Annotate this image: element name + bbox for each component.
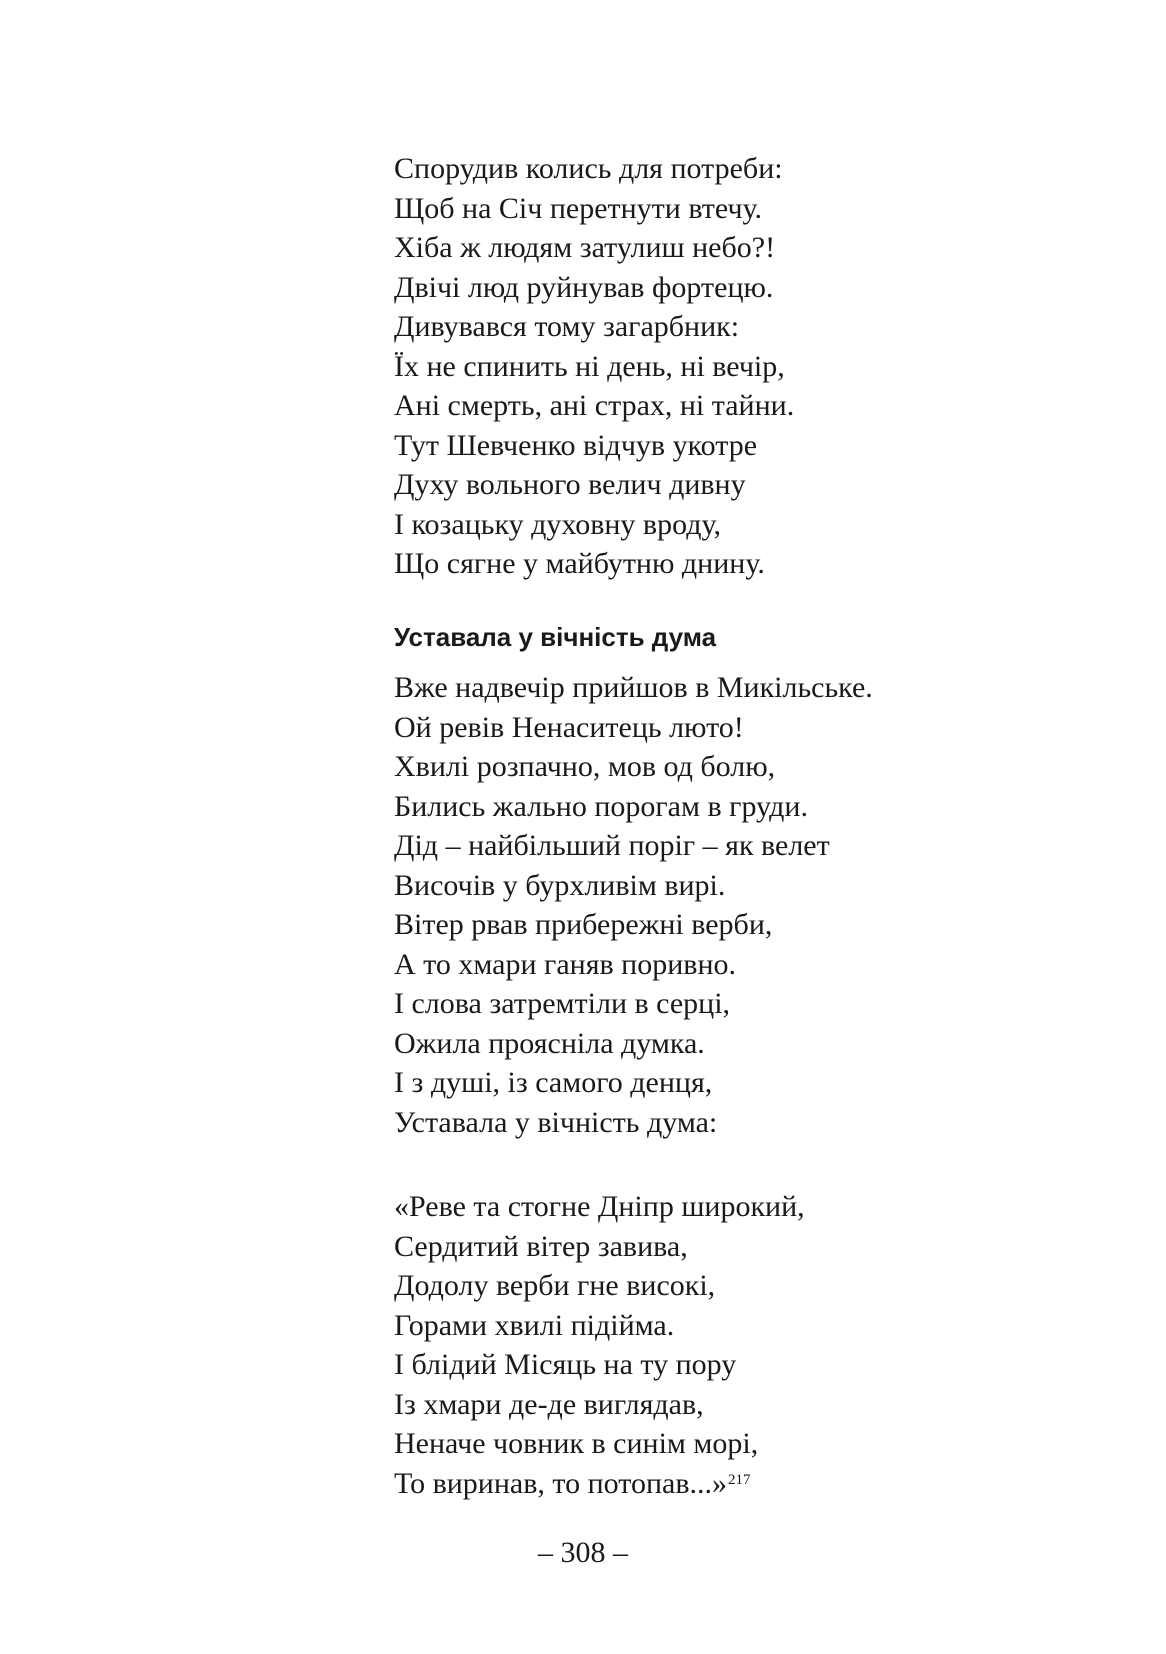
footnote-reference: 217 bbox=[728, 1471, 751, 1488]
poem-line: Вже надвечір прийшов в Микільське. bbox=[394, 671, 873, 704]
poem-line: Хвилі розпачно, мов од болю, bbox=[394, 750, 776, 783]
poem-line: І блідий Місяць на ту пору bbox=[394, 1348, 737, 1381]
poem-line: А то хмари ганяв поривно. bbox=[394, 947, 736, 981]
poem-line: «Реве та стогне Дніпр широкий, bbox=[394, 1190, 805, 1223]
poem-stanza-3-quote bbox=[394, 1187, 805, 1503]
poem-line: Дивувався тому загарбник: bbox=[394, 310, 740, 343]
poem-stanza-2 bbox=[394, 668, 873, 1142]
poem-line: Додолу верби гне високі, bbox=[394, 1269, 716, 1302]
poem-stanza-1 bbox=[394, 149, 794, 584]
poem-line: Із хмари де-де виглядав, bbox=[394, 1387, 704, 1421]
poem-line: Щоб на Січ перетнути втечу. bbox=[394, 191, 763, 225]
poem-line: Горами хвилі підійма. bbox=[394, 1308, 675, 1342]
poem-line: Двічі люд руйнував фортецю. bbox=[394, 270, 774, 304]
poem-line: Бились жально порогам в груди. bbox=[394, 789, 808, 823]
poem-line: Їх не спинить ні день, ні вечір, bbox=[394, 349, 785, 383]
poem-line: Вітер рвав прибережні верби, bbox=[394, 908, 773, 941]
poem-line: Дід – найбільший поріг – як велет bbox=[394, 829, 830, 862]
poem-line: Сердитий вітер завива, bbox=[394, 1229, 688, 1263]
poem-line: Спорудив колись для потреби: bbox=[394, 152, 783, 185]
section-heading: Уставала у вічність дума bbox=[394, 622, 717, 652]
poem-line: Ожила проясніла думка. bbox=[394, 1026, 705, 1060]
poem-line: І з душі, із самого денця, bbox=[394, 1066, 713, 1099]
poem-line: Уставала у вічність дума: bbox=[394, 1105, 718, 1139]
poem-line: Височів у бурхливім вирі. bbox=[394, 868, 726, 902]
poem-line: Неначе човник в синім морі, bbox=[394, 1427, 759, 1460]
poem-line-with-footnote bbox=[394, 1464, 805, 1504]
poem-line: І козацьку духовну вроду, bbox=[394, 507, 721, 541]
poem-line: І слова затремтіли в серці, bbox=[394, 987, 731, 1020]
poem-line: Духу вольного велич дивну bbox=[394, 468, 746, 501]
poem-line: Тут Шевченко відчув укотре bbox=[394, 428, 758, 462]
poem-line: Ані смерть, ані страх, ні тайни. bbox=[394, 389, 795, 422]
poem-line: Що сягне у майбутню днину. bbox=[394, 547, 765, 580]
poem-line-text: То виринав, то потопав...» bbox=[394, 1466, 728, 1500]
poem-line: Хіба ж людям затулиш небо?! bbox=[394, 231, 776, 264]
page-number: – 308 – bbox=[538, 1536, 628, 1569]
poem-line: Ой ревів Ненаситець люто! bbox=[394, 710, 744, 744]
